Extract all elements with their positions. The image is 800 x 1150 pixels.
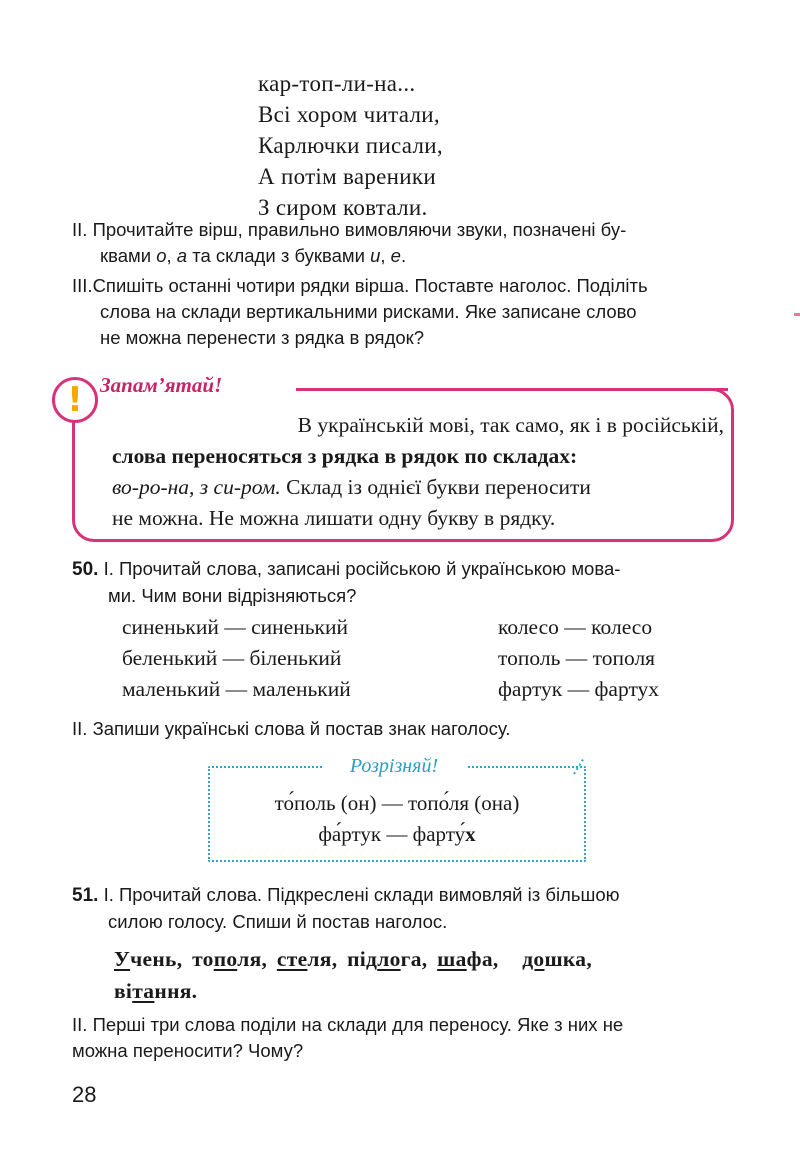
poem-line: З сиром ковтали. (258, 195, 428, 220)
remember-divider (296, 388, 728, 391)
task-iii-line2: слова на склади вертикальними рисками. Яке записане слово (100, 301, 637, 322)
comma: , (380, 245, 391, 266)
remember-text (112, 410, 724, 534)
task-ii-line1: Прочитайте вірш, правильно вимовляючи звуки, позначені бу- (92, 219, 627, 240)
word-pair: колесо — колесо (498, 615, 653, 639)
task-ii-mark: II. (72, 219, 88, 240)
poem-line: Всі хором читали, (258, 102, 440, 127)
remember-rule: слова переносяться з рядка в рядок по складах: (112, 444, 578, 468)
syllable: ля, (237, 947, 268, 971)
syllable: то (192, 947, 214, 971)
task-ii-line2-b: та склади з буквами (187, 245, 371, 266)
ex50-mark: I. (103, 558, 114, 579)
distinguish-text (208, 788, 586, 850)
ex51-words (114, 943, 728, 1007)
syllable: ля, (307, 947, 338, 971)
remember-line: Склад із однієї букви переносити (280, 475, 591, 499)
word-pair: маленький — маленький (122, 677, 351, 701)
word-pairs-right (498, 612, 659, 705)
distinguish-sep: — (381, 822, 413, 846)
ex51-task2-line2: можна переносити? Чому? (72, 1040, 304, 1061)
ex51-mark2: II. (72, 1014, 88, 1035)
letter-y: и (370, 245, 381, 266)
word-pair: фартук — фартух (498, 677, 660, 701)
task-ii (72, 217, 732, 269)
word-pair: тополь — тополя (498, 646, 656, 670)
comma: , (166, 245, 177, 266)
exercise-51 (72, 882, 742, 935)
exclamation-icon (52, 377, 98, 423)
word-pair: синенький — синенький (122, 615, 348, 639)
ex51-line1: Прочитай слова. Підкреслені склади вимовляй із більшою (118, 884, 620, 905)
poem-line: А потім вареники (258, 164, 436, 189)
remember-line: В українській мові, так само, як і в російській, (297, 413, 724, 437)
poem-line: Карлючки писали, (258, 133, 443, 158)
word (114, 979, 197, 1003)
ex51-task-ii (72, 1012, 742, 1064)
word (114, 947, 182, 971)
word (437, 947, 498, 971)
stressed-syllable: ша (437, 947, 467, 971)
stressed-syllable: до (522, 947, 545, 971)
edge-mark (794, 313, 800, 316)
word (347, 947, 427, 971)
distinguish-line: то́поль (он) — топо́ля (она) (274, 791, 520, 815)
ex50-task-ii (72, 716, 510, 742)
ex50-line1: Прочитай слова, записані російською й українською мова- (118, 558, 621, 579)
poem (258, 68, 443, 223)
stressed-syllable: сте (276, 947, 308, 971)
task-iii-line3: не можна перенести з рядка в рядок? (100, 327, 425, 348)
syllable: чень, (130, 947, 183, 971)
ex51-line2: силою голосу. Спиши й постав наголос. (108, 911, 448, 932)
dot: . (400, 245, 407, 266)
stressed-syllable: та (132, 979, 155, 1003)
exclamation-glyph: ! (67, 380, 83, 420)
task-iii-line1: Спишіть останні чотири рядки вірша. Поставте наголос. Поділіть (92, 275, 648, 296)
exercise-number: 51. (72, 885, 99, 906)
exercise-50 (72, 556, 742, 609)
syllable: шка, (544, 947, 593, 971)
poem-line: кар-топ-ли-на... (258, 71, 416, 96)
word (192, 947, 267, 971)
ex50-line2: ми. Чим вони відрізняються? (108, 585, 357, 606)
task-ii-line2: квами (100, 245, 157, 266)
remember-line: не можна. Не можна лишати одну букву в рядку. (112, 506, 556, 530)
distinguish-letter: х (465, 822, 476, 846)
task-iii-mark: III. (72, 275, 93, 296)
stressed-syllable: по (213, 947, 238, 971)
distinguish-word: фа́ртук (318, 822, 382, 846)
syllable: фа, (466, 947, 499, 971)
page-number: 28 (72, 1082, 97, 1107)
distinguish-word: фарту́ (412, 822, 466, 846)
syllable: ві (114, 979, 133, 1003)
word (522, 947, 592, 971)
ex51-mark: I. (103, 884, 114, 905)
letter-a: а (176, 245, 188, 266)
ex51-task2-line1: Перші три слова поділи на склади для переносу. Яке з них не (92, 1014, 624, 1035)
letter-e: е (390, 245, 401, 266)
word (277, 947, 338, 971)
exercise-number: 50. (72, 559, 99, 580)
syllable: під (347, 947, 378, 971)
letter-o: о (156, 245, 167, 266)
stressed-syllable: ло (377, 947, 401, 971)
word-pair: беленький — біленький (122, 646, 342, 670)
remember-example: во-ро-на, з си-ром. (112, 475, 281, 499)
task-iii (72, 273, 742, 351)
syllable: га, (400, 947, 428, 971)
stressed-syllable: У (114, 947, 131, 971)
word-pairs-left (122, 612, 351, 705)
remember-title: Запам’ятай! (100, 373, 223, 397)
distinguish-title: Розрізняй! (349, 755, 439, 777)
distinguish-box-corner (572, 756, 596, 776)
ex50-mark2: II. (72, 718, 88, 739)
syllable: ння. (154, 979, 198, 1003)
ex50-task2: Запиши українські слова й постав знак наголосу. (92, 718, 511, 739)
